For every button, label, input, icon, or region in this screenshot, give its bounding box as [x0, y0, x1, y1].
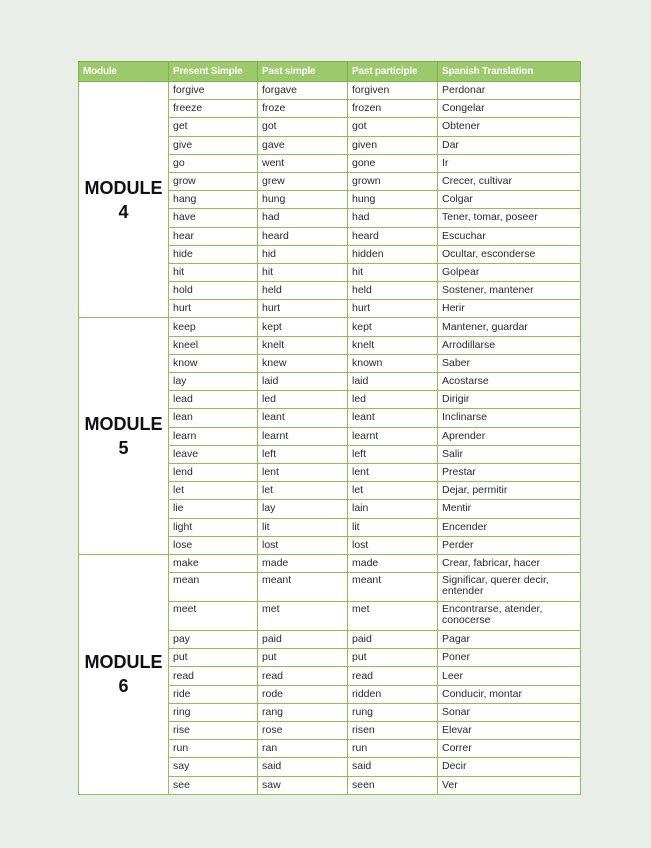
past-participle-cell: made	[348, 554, 438, 572]
header-spanish-translation: Spanish Translation	[438, 62, 581, 82]
present-simple-cell: lean	[169, 409, 258, 427]
past-simple-cell: paid	[258, 631, 348, 649]
present-simple-cell: go	[169, 154, 258, 172]
table-row	[79, 554, 581, 572]
spanish-translation-cell: Dejar, permitir	[438, 482, 581, 500]
past-participle-cell: lit	[348, 518, 438, 536]
past-simple-cell: hid	[258, 245, 348, 263]
spanish-translation-cell: Perdonar	[438, 82, 581, 100]
spanish-translation-cell: Leer	[438, 667, 581, 685]
past-simple-cell: made	[258, 554, 348, 572]
present-simple-cell: let	[169, 482, 258, 500]
table-body	[79, 82, 581, 795]
past-participle-cell: risen	[348, 722, 438, 740]
past-simple-cell: laid	[258, 373, 348, 391]
past-participle-cell: put	[348, 649, 438, 667]
past-participle-cell: known	[348, 354, 438, 372]
past-simple-cell: hung	[258, 191, 348, 209]
present-simple-cell: rise	[169, 722, 258, 740]
spanish-translation-cell: Tener, tomar, poseer	[438, 209, 581, 227]
past-simple-cell: rang	[258, 703, 348, 721]
past-participle-cell: gone	[348, 154, 438, 172]
present-simple-cell: run	[169, 740, 258, 758]
spanish-translation-cell: Crecer, cultivar	[438, 172, 581, 190]
module-label-cell	[79, 82, 169, 318]
past-participle-cell: run	[348, 740, 438, 758]
present-simple-cell: hang	[169, 191, 258, 209]
past-participle-cell: paid	[348, 631, 438, 649]
past-simple-cell: knelt	[258, 336, 348, 354]
past-simple-cell: held	[258, 282, 348, 300]
past-simple-cell: led	[258, 391, 348, 409]
spanish-translation-cell: Acostarse	[438, 373, 581, 391]
past-simple-cell: knew	[258, 354, 348, 372]
module-label-cell	[79, 554, 169, 794]
spanish-translation-cell: Congelar	[438, 100, 581, 118]
present-simple-cell: hit	[169, 263, 258, 281]
past-simple-cell: put	[258, 649, 348, 667]
spanish-translation-cell: Conducir, montar	[438, 685, 581, 703]
spanish-translation-cell: Prestar	[438, 463, 581, 481]
module-number: 6	[118, 676, 129, 697]
past-simple-cell: gave	[258, 136, 348, 154]
present-simple-cell: put	[169, 649, 258, 667]
past-participle-cell: met	[348, 602, 438, 631]
past-participle-cell: hung	[348, 191, 438, 209]
spanish-translation-cell: Ver	[438, 776, 581, 794]
past-simple-cell: rose	[258, 722, 348, 740]
past-participle-cell: heard	[348, 227, 438, 245]
past-simple-cell: forgave	[258, 82, 348, 100]
present-simple-cell: lend	[169, 463, 258, 481]
present-simple-cell: read	[169, 667, 258, 685]
present-simple-cell: have	[169, 209, 258, 227]
present-simple-cell: know	[169, 354, 258, 372]
past-simple-cell: ran	[258, 740, 348, 758]
module-label: MODULE	[84, 652, 163, 673]
past-participle-cell: lent	[348, 463, 438, 481]
module-label-cell	[79, 318, 169, 554]
past-participle-cell: forgiven	[348, 82, 438, 100]
present-simple-cell: light	[169, 518, 258, 536]
spanish-translation-cell: Salir	[438, 445, 581, 463]
present-simple-cell: leave	[169, 445, 258, 463]
past-simple-cell: lay	[258, 500, 348, 518]
spanish-translation-cell: Ir	[438, 154, 581, 172]
spanish-translation-cell: Elevar	[438, 722, 581, 740]
present-simple-cell: mean	[169, 573, 258, 602]
spanish-translation-cell: Dirigir	[438, 391, 581, 409]
spanish-translation-cell: Crear, fabricar, hacer	[438, 554, 581, 572]
spanish-translation-cell: Poner	[438, 649, 581, 667]
spanish-translation-cell: Correr	[438, 740, 581, 758]
past-simple-cell: learnt	[258, 427, 348, 445]
past-simple-cell: let	[258, 482, 348, 500]
past-participle-cell: read	[348, 667, 438, 685]
present-simple-cell: say	[169, 758, 258, 776]
header-module: Module	[79, 62, 169, 82]
spanish-translation-cell: Encontrarse, atender, conocerse	[438, 602, 581, 631]
past-participle-cell: led	[348, 391, 438, 409]
past-participle-cell: meant	[348, 573, 438, 602]
spanish-translation-cell: Colgar	[438, 191, 581, 209]
past-participle-cell: kept	[348, 318, 438, 336]
past-simple-cell: had	[258, 209, 348, 227]
past-participle-cell: hit	[348, 263, 438, 281]
spanish-translation-cell: Ocultar, esconderse	[438, 245, 581, 263]
past-participle-cell: learnt	[348, 427, 438, 445]
present-simple-cell: lose	[169, 536, 258, 554]
present-simple-cell: lay	[169, 373, 258, 391]
spanish-translation-cell: Decir	[438, 758, 581, 776]
header-present-simple: Present Simple	[169, 62, 258, 82]
spanish-translation-cell: Mantener, guardar	[438, 318, 581, 336]
past-participle-cell: let	[348, 482, 438, 500]
spanish-translation-cell: Inclinarse	[438, 409, 581, 427]
past-simple-cell: froze	[258, 100, 348, 118]
past-simple-cell: leant	[258, 409, 348, 427]
spanish-translation-cell: Dar	[438, 136, 581, 154]
past-participle-cell: held	[348, 282, 438, 300]
table-header-row	[79, 62, 581, 82]
present-simple-cell: grow	[169, 172, 258, 190]
past-participle-cell: laid	[348, 373, 438, 391]
past-simple-cell: lent	[258, 463, 348, 481]
spanish-translation-cell: Significar, querer decir, entender	[438, 573, 581, 602]
present-simple-cell: lead	[169, 391, 258, 409]
past-participle-cell: frozen	[348, 100, 438, 118]
past-simple-cell: hit	[258, 263, 348, 281]
spanish-translation-cell: Herir	[438, 300, 581, 318]
past-participle-cell: said	[348, 758, 438, 776]
table-row	[79, 318, 581, 336]
spanish-translation-cell: Saber	[438, 354, 581, 372]
header-past-simple: Past simple	[258, 62, 348, 82]
past-simple-cell: kept	[258, 318, 348, 336]
spanish-translation-cell: Escuchar	[438, 227, 581, 245]
past-participle-cell: seen	[348, 776, 438, 794]
header-past-participle: Past participle	[348, 62, 438, 82]
present-simple-cell: freeze	[169, 100, 258, 118]
module-label: MODULE	[84, 414, 163, 435]
past-simple-cell: rode	[258, 685, 348, 703]
spanish-translation-cell: Perder	[438, 536, 581, 554]
present-simple-cell: hurt	[169, 300, 258, 318]
present-simple-cell: kneel	[169, 336, 258, 354]
past-participle-cell: lain	[348, 500, 438, 518]
past-simple-cell: lit	[258, 518, 348, 536]
spanish-translation-cell: Pagar	[438, 631, 581, 649]
spanish-translation-cell: Arrodillarse	[438, 336, 581, 354]
present-simple-cell: pay	[169, 631, 258, 649]
spanish-translation-cell: Obtener	[438, 118, 581, 136]
past-participle-cell: lost	[348, 536, 438, 554]
past-simple-cell: said	[258, 758, 348, 776]
present-simple-cell: get	[169, 118, 258, 136]
present-simple-cell: hear	[169, 227, 258, 245]
present-simple-cell: forgive	[169, 82, 258, 100]
module-label: MODULE	[84, 177, 163, 198]
present-simple-cell: meet	[169, 602, 258, 631]
present-simple-cell: give	[169, 136, 258, 154]
past-participle-cell: given	[348, 136, 438, 154]
past-simple-cell: hurt	[258, 300, 348, 318]
spanish-translation-cell: Encender	[438, 518, 581, 536]
spanish-translation-cell: Golpear	[438, 263, 581, 281]
present-simple-cell: keep	[169, 318, 258, 336]
present-simple-cell: ride	[169, 685, 258, 703]
past-simple-cell: left	[258, 445, 348, 463]
present-simple-cell: hide	[169, 245, 258, 263]
irregular-verbs-table	[78, 61, 581, 795]
past-participle-cell: grown	[348, 172, 438, 190]
past-participle-cell: rung	[348, 703, 438, 721]
past-simple-cell: met	[258, 602, 348, 631]
past-participle-cell: leant	[348, 409, 438, 427]
spanish-translation-cell: Sonar	[438, 703, 581, 721]
past-simple-cell: got	[258, 118, 348, 136]
past-participle-cell: had	[348, 209, 438, 227]
spanish-translation-cell: Sostener, mantener	[438, 282, 581, 300]
past-simple-cell: grew	[258, 172, 348, 190]
module-number: 4	[118, 201, 129, 222]
past-simple-cell: heard	[258, 227, 348, 245]
table-row	[79, 82, 581, 100]
past-simple-cell: read	[258, 667, 348, 685]
present-simple-cell: see	[169, 776, 258, 794]
present-simple-cell: learn	[169, 427, 258, 445]
past-participle-cell: got	[348, 118, 438, 136]
spanish-translation-cell: Mentir	[438, 500, 581, 518]
present-simple-cell: lie	[169, 500, 258, 518]
past-participle-cell: knelt	[348, 336, 438, 354]
past-participle-cell: ridden	[348, 685, 438, 703]
past-participle-cell: hidden	[348, 245, 438, 263]
past-simple-cell: saw	[258, 776, 348, 794]
spanish-translation-cell: Aprender	[438, 427, 581, 445]
present-simple-cell: make	[169, 554, 258, 572]
past-simple-cell: meant	[258, 573, 348, 602]
module-number: 5	[118, 438, 129, 459]
present-simple-cell: hold	[169, 282, 258, 300]
present-simple-cell: ring	[169, 703, 258, 721]
past-simple-cell: lost	[258, 536, 348, 554]
past-participle-cell: hurt	[348, 300, 438, 318]
past-simple-cell: went	[258, 154, 348, 172]
past-participle-cell: left	[348, 445, 438, 463]
